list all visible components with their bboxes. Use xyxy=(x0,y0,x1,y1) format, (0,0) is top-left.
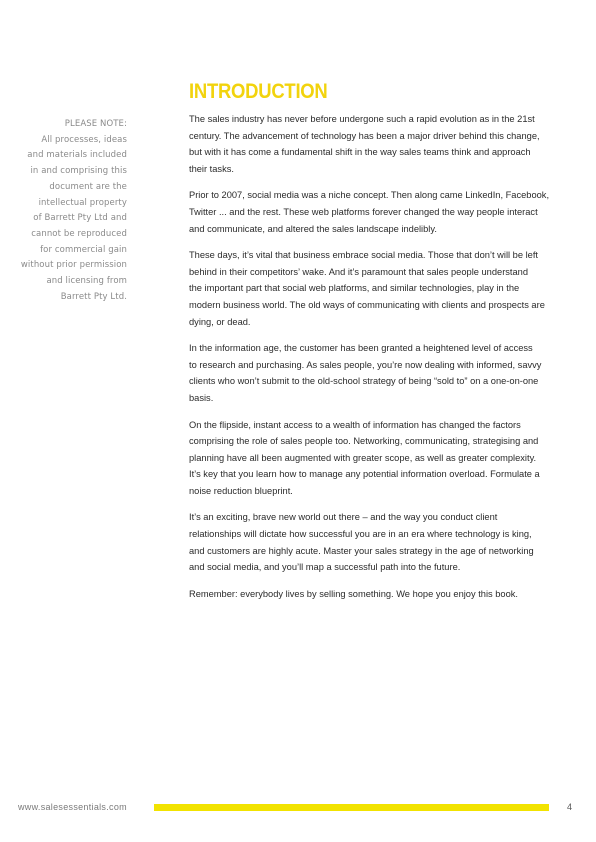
sidenote-line: for commercial gain xyxy=(40,244,127,255)
paragraph xyxy=(189,247,581,330)
paragraph-line: planning have all been augmented with greater scope, as well as greater complexity. xyxy=(189,452,537,463)
paragraph xyxy=(189,586,581,603)
sidenote-line: in and comprising this xyxy=(30,166,127,177)
paragraph xyxy=(189,111,581,177)
paragraph-line: basis. xyxy=(189,392,214,403)
paragraph-line: modern business world. The old ways of communicating with clients and prospects are xyxy=(189,299,545,310)
sidenote-line: and materials included xyxy=(27,150,127,161)
paragraph-line: and customers are highly acute. Master your sales strategy in the age of networking xyxy=(189,545,534,556)
paragraph-line: dying, or dead. xyxy=(189,316,251,327)
paragraph-line: The sales industry has never before undergone such a rapid evolution as in the 21st xyxy=(189,114,535,124)
paragraph-line: Prior to 2007, social media was a niche concept. Then along came LinkedIn, Facebook, xyxy=(189,190,550,201)
paragraph-line: It’s an exciting, brave new world out there – and the way you conduct client xyxy=(189,512,498,523)
paragraph-line: to research and purchasing. As sales people, you’re now dealing with informed, savvy xyxy=(189,359,542,370)
paragraph-line: Twitter ... and the rest. These web platforms forever changed the way people interact xyxy=(189,206,538,217)
footer-website-link[interactable]: www.salesessentials.com xyxy=(18,802,127,812)
sidenote xyxy=(18,117,127,305)
paragraph-line: their tasks. xyxy=(189,163,234,174)
main-content xyxy=(189,80,581,612)
sidenote-line: of Barrett Pty Ltd and xyxy=(33,213,127,224)
sidenote-line: document are the xyxy=(49,181,127,192)
paragraph xyxy=(189,417,581,500)
paragraph-line: On the flipside, instant access to a wealth of information has changed the factors xyxy=(189,419,521,430)
paragraph-line: clients who won’t submit to the old-school strategy of being “sold to” on a one-on-one xyxy=(189,376,539,387)
paragraph-line: noise reduction blueprint. xyxy=(189,485,293,496)
paragraph-line: but with it has come a fundamental shift in the way sales teams think and approach xyxy=(189,147,531,158)
paragraph-line: and social media, and you’ll map a successful path into the future. xyxy=(189,562,461,573)
sidenote-line: intellectual property xyxy=(38,197,127,208)
paragraph-line: It’s key that you learn how to manage any potential information overload. Formulate a xyxy=(189,469,540,480)
paragraph xyxy=(189,509,581,575)
page-title: INTRODUCTION xyxy=(189,80,328,103)
paragraph-line: In the information age, the customer has been granted a heightened level of access xyxy=(189,343,533,354)
paragraph-line: Remember: everybody lives by selling something. We hope you enjoy this book. xyxy=(189,588,519,599)
sidenote-line: and licensing from xyxy=(46,276,127,287)
footer-accent-bar xyxy=(154,804,549,811)
sidenote-line: Barrett Pty Ltd. xyxy=(60,291,127,302)
paragraph xyxy=(189,340,581,406)
sidenote-line: without prior permission xyxy=(20,260,127,271)
paragraph xyxy=(189,187,581,237)
paragraph-line: comprising the role of sales people too. Networking, communicating, strategising and xyxy=(189,436,539,447)
paragraph-line: and communicate, and altered the sales landscape indelibly. xyxy=(189,223,437,234)
sidenote-line: cannot be reproduced xyxy=(31,228,127,239)
sidenote-line: PLEASE NOTE: xyxy=(64,119,127,129)
paragraph-line: the important part that social web platforms, and similar technologies, play in the xyxy=(189,283,520,294)
paragraph-line: relationships will dictate how successful you are in an era where technology is king, xyxy=(189,529,532,540)
paragraph-line: behind in their competitors’ wake. And it’s paramount that sales people understand xyxy=(189,266,529,277)
sidenote-line: All processes, ideas xyxy=(41,134,127,145)
paragraph-line: These days, it’s vital that business embrace social media. Those that don’t will be left xyxy=(189,250,538,261)
paragraph-line: century. The advancement of technology has been a major driver behind this change, xyxy=(189,130,540,141)
page-number: 4 xyxy=(567,802,573,812)
